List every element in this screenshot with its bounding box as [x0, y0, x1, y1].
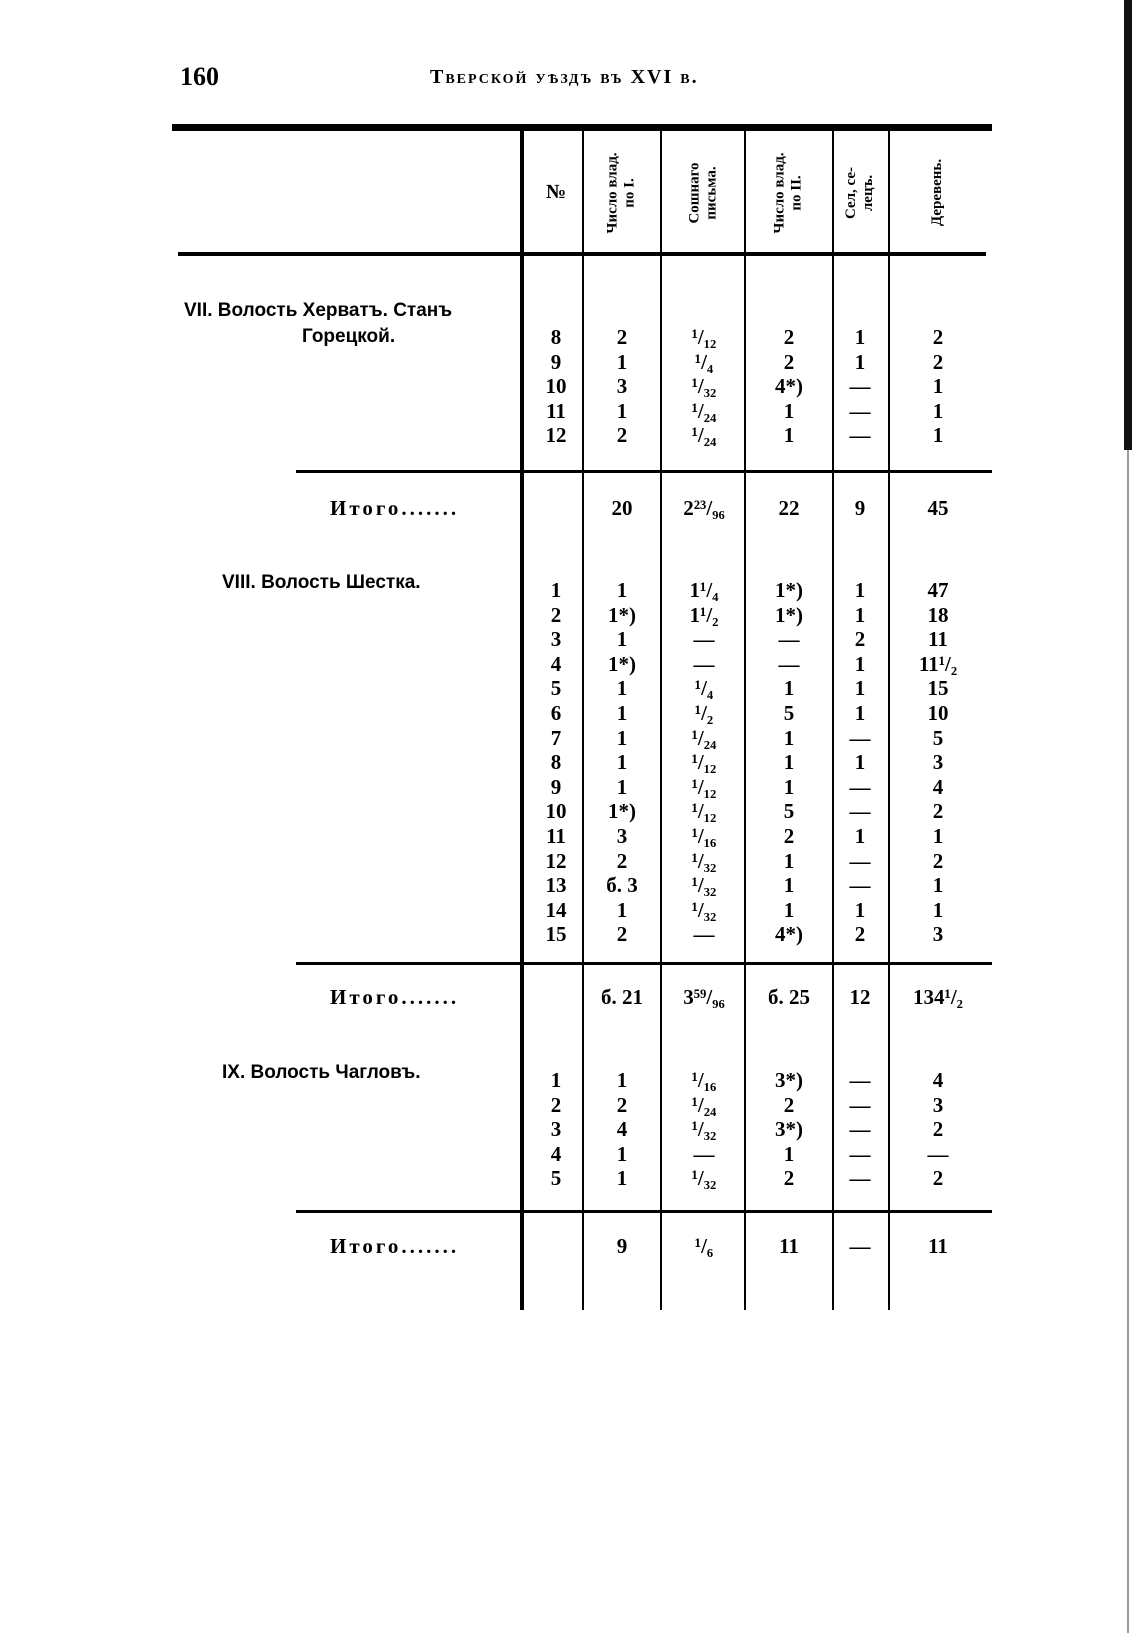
column-header-c4	[834, 135, 886, 250]
table-cell-c3: 3*)	[775, 1117, 803, 1142]
table-cell-no: 3	[550, 627, 562, 652]
column-rule	[744, 131, 746, 1310]
table-cell-c5: 2	[932, 349, 944, 374]
table-cell-c2: ¹/₃₂	[691, 848, 717, 873]
total-cell-c4: 12	[849, 985, 871, 1009]
total-cell-c2: ¹/₆	[694, 1234, 714, 1258]
section-title-line: VII. Волость Херватъ. Станъ	[184, 300, 453, 321]
table-cell-no: 9	[550, 774, 562, 799]
table-cell-no: 2	[550, 602, 562, 627]
column-header-text: Сел, се-	[843, 166, 859, 219]
table-cell-c2: ¹/₄	[694, 349, 714, 374]
table-cell-no: 13	[545, 873, 567, 898]
page-edge-shadow	[1124, 0, 1132, 450]
table-cell-c4: —	[849, 1117, 871, 1142]
table-cell-no: 9	[550, 349, 562, 374]
table-cell-c3: 1	[783, 676, 795, 701]
table-cell-no: 5	[550, 676, 562, 701]
table-cell-c2: ¹/₁₆	[691, 1068, 717, 1092]
table-cell-c5: 1	[932, 374, 944, 399]
table-cell-c1: 2	[616, 325, 628, 349]
table-cell-c2: ¹/₃₂	[691, 1166, 717, 1191]
table-cell-c1: 1*)	[608, 651, 636, 676]
table-cell-c4: 1	[854, 824, 866, 848]
total-label: Итого.......	[330, 985, 460, 1009]
table-cell-c2: ¹/₂₄	[691, 725, 717, 750]
table-cell-c2: ¹/₂	[694, 701, 714, 725]
table-cell-c1: 3	[616, 824, 628, 848]
table-cell-c2: ¹/₂₄	[691, 1092, 717, 1117]
table-cell-c4: —	[849, 1141, 871, 1166]
table-cell-no: 4	[550, 1141, 562, 1166]
section-title	[222, 570, 421, 596]
table-cell-c1: 1	[616, 349, 628, 374]
table-cell-no: 15	[545, 922, 567, 947]
table-cell-c4: —	[849, 374, 871, 399]
column-header-c1	[584, 135, 660, 250]
table-cell-c5: 4	[932, 774, 944, 799]
table-cell-c5: —	[927, 1141, 949, 1166]
table-cell-no: 8	[550, 750, 562, 775]
table-cell-c2: ¹/₃₂	[691, 374, 717, 399]
table-cell-no: 8	[550, 325, 562, 349]
table-cell-c3: 2	[783, 1166, 795, 1191]
table-cell-c4: —	[849, 848, 871, 873]
table-cell-c5: 47	[927, 578, 949, 602]
table-cell-c4: 1	[854, 602, 866, 627]
column-header-text: Число влад.	[771, 151, 788, 234]
total-label: Итого.......	[330, 496, 460, 520]
table-cell-c5: 3	[932, 750, 944, 775]
table-cell-c3: 1	[783, 774, 795, 799]
table-cell-c3: 2	[783, 349, 795, 374]
total-cell-c4: —	[849, 1234, 871, 1258]
table-cell-c1: 1	[616, 676, 628, 701]
table-cell-c5: 2	[932, 799, 944, 824]
table-cell-no: 11	[546, 824, 566, 848]
table-cell-c3: 4*)	[775, 374, 803, 399]
table-cell-c1: 2	[616, 848, 628, 873]
total-cell-c5: 11	[928, 1234, 948, 1258]
table-cell-c1: 2	[616, 1092, 628, 1117]
table-cell-c3: 1	[783, 873, 795, 898]
table-cell-c2: —	[693, 627, 715, 652]
table-cell-c5: 1	[932, 398, 944, 423]
table-cell-c2: ¹/₁₂	[691, 750, 717, 775]
table-cell-c2: ¹/₃₂	[691, 873, 717, 898]
table-cell-c1: 2	[616, 922, 628, 947]
section-title-line: IX. Волость Чагловъ.	[222, 1062, 421, 1083]
column-header-c3	[748, 135, 830, 250]
table-cell-c1: 2	[616, 423, 628, 448]
table-cell-c1: 4	[616, 1117, 628, 1142]
total-cell-c2: 3⁵⁹/₉₆	[683, 985, 725, 1009]
table-cell-c5: 18	[927, 602, 949, 627]
table-cell-c1: б. 3	[606, 873, 638, 898]
table-cell-c3: 1	[783, 398, 795, 423]
table-cell-c3: 2	[783, 325, 795, 349]
total-rule	[296, 1210, 992, 1213]
column-header-text: по I.	[622, 177, 639, 208]
table-cell-c2: ¹/₃₂	[691, 897, 717, 922]
table-cell-c4: —	[849, 873, 871, 898]
table-cell-c4: 1	[854, 651, 866, 676]
table-cell-c4: —	[849, 725, 871, 750]
table-cell-c5: 4	[932, 1068, 944, 1092]
table-cell-c4: —	[849, 1068, 871, 1092]
table-cell-c2: ¹/₁₆	[691, 824, 717, 848]
total-cell-c3: б. 25	[768, 985, 810, 1009]
table-cell-c4: 1	[854, 750, 866, 775]
table-cell-c4: —	[849, 1166, 871, 1191]
table-cell-c4: —	[849, 1092, 871, 1117]
table-cell-c1: 1*)	[608, 602, 636, 627]
table-cell-no: 2	[550, 1092, 562, 1117]
table-cell-c3: 5	[783, 799, 795, 824]
table-cell-c2: ¹/₂₄	[691, 398, 717, 423]
table-cell-c2: ¹/₁₂	[691, 325, 717, 349]
table-cell-c5: 15	[927, 676, 949, 701]
total-rule	[296, 962, 992, 965]
table-cell-c5: 11¹/₂	[918, 651, 958, 676]
table-cell-c3: 4*)	[775, 922, 803, 947]
table-cell-c4: 2	[854, 627, 866, 652]
table-cell-c3: 2	[783, 1092, 795, 1117]
table-cell-c1: 1	[616, 701, 628, 725]
column-header-c5	[890, 135, 986, 250]
table-cell-no: 12	[545, 848, 567, 873]
table-cell-c2: ¹/₁₂	[691, 799, 717, 824]
total-rule	[296, 470, 992, 473]
table-cell-c1: 1	[616, 627, 628, 652]
table-cell-c5: 2	[932, 1117, 944, 1142]
column-header-text: по II.	[788, 174, 805, 211]
table-cell-c2: 1¹/₄	[689, 578, 719, 602]
total-cell-c1: 20	[611, 496, 633, 520]
table-cell-c2: 1¹/₂	[689, 602, 719, 627]
table-cell-c5: 1	[932, 824, 944, 848]
total-cell-c5: 45	[927, 496, 949, 520]
table-cell-no: 3	[550, 1117, 562, 1142]
total-label: Итого.......	[330, 1234, 460, 1258]
table-cell-c1: 1	[616, 578, 628, 602]
column-rule	[520, 131, 524, 1310]
column-header-text: Деревень.	[929, 158, 946, 227]
table-cell-no: 10	[545, 799, 567, 824]
total-cell-c5: 134¹/₂	[913, 985, 963, 1009]
table-cell-no: 1	[550, 578, 562, 602]
table-top-rule	[172, 124, 992, 131]
table-cell-c2: —	[693, 1141, 715, 1166]
table-cell-c5: 10	[927, 701, 949, 725]
table-cell-c2: ¹/₃₂	[691, 1117, 717, 1142]
table-cell-c3: 1	[783, 423, 795, 448]
table-cell-no: 5	[550, 1166, 562, 1191]
table-cell-c5: 2	[932, 848, 944, 873]
column-header-text: Число влад.	[605, 151, 622, 234]
table-cell-c1: 1	[616, 398, 628, 423]
table-cell-c3: 1	[783, 750, 795, 775]
column-header-no	[530, 135, 582, 250]
table-cell-c5: 1	[932, 423, 944, 448]
table-cell-c4: 2	[854, 922, 866, 947]
table-cell-c5: 3	[932, 922, 944, 947]
table-cell-c3: 1	[783, 725, 795, 750]
table-cell-c3: 5	[783, 701, 795, 725]
table-cell-c1: 1	[616, 1141, 628, 1166]
table-cell-c3: 3*)	[775, 1068, 803, 1092]
column-header-text: №	[545, 181, 567, 203]
column-header-text: письма.	[703, 165, 720, 220]
table-cell-c4: —	[849, 398, 871, 423]
table-cell-c2: ¹/₄	[694, 676, 714, 701]
total-cell-c1: б. 21	[601, 985, 643, 1009]
table-cell-no: 10	[545, 374, 567, 399]
table-cell-c4: 1	[854, 325, 866, 349]
table-cell-c3: —	[778, 651, 800, 676]
table-cell-c5: 2	[932, 1166, 944, 1191]
total-cell-c1: 9	[616, 1234, 628, 1258]
page-number: 160	[180, 62, 219, 91]
table-cell-c3: 1	[783, 897, 795, 922]
table-cell-c1: 1	[616, 1068, 628, 1092]
table-cell-c1: 1	[616, 725, 628, 750]
table-cell-c4: —	[849, 799, 871, 824]
table-cell-no: 6	[550, 701, 562, 725]
total-cell-c3: 22	[778, 496, 800, 520]
table-cell-no: 4	[550, 651, 562, 676]
table-cell-c3: 1*)	[775, 578, 803, 602]
table-cell-c2: —	[693, 651, 715, 676]
table-cell-c4: —	[849, 774, 871, 799]
table-cell-c5: 2	[932, 325, 944, 349]
table-cell-c1: 3	[616, 374, 628, 399]
total-cell-c3: 11	[779, 1234, 799, 1258]
column-header-text: Сошнаго	[686, 161, 703, 224]
table-cell-no: 11	[546, 398, 566, 423]
column-rule	[660, 131, 662, 1310]
table-cell-c5: 5	[932, 725, 944, 750]
table-cell-c3: 1	[783, 848, 795, 873]
table-cell-c2: ¹/₂₄	[691, 423, 717, 448]
table-cell-c1: 1*)	[608, 799, 636, 824]
running-title: Тверской уѣздъ въ XVI в.	[430, 66, 699, 88]
column-header-c2	[664, 135, 744, 250]
table-cell-c4: 1	[854, 701, 866, 725]
table-cell-c5: 1	[932, 873, 944, 898]
table-cell-c1: 1	[616, 897, 628, 922]
total-cell-c2: 2²³/₉₆	[683, 496, 725, 520]
section-title-line: VIII. Волость Шестка.	[222, 572, 421, 593]
table-cell-c3: 1*)	[775, 602, 803, 627]
section-title	[222, 1060, 421, 1086]
table-cell-no: 14	[545, 897, 567, 922]
table-cell-no: 7	[550, 725, 562, 750]
table-cell-c3: 2	[783, 824, 795, 848]
table-cell-c1: 1	[616, 750, 628, 775]
section-title	[184, 298, 452, 350]
table-cell-no: 12	[545, 423, 567, 448]
table-cell-c5: 11	[928, 627, 948, 652]
table-cell-c2: —	[693, 922, 715, 947]
table-cell-no: 1	[550, 1068, 562, 1092]
table-cell-c5: 3	[932, 1092, 944, 1117]
table-cell-c4: 1	[854, 676, 866, 701]
table-cell-c3: —	[778, 627, 800, 652]
table-cell-c3: 1	[783, 1141, 795, 1166]
table-cell-c5: 1	[932, 897, 944, 922]
table-cell-c4: 1	[854, 578, 866, 602]
section-title-line: Горецкой.	[302, 326, 396, 347]
table-cell-c4: —	[849, 423, 871, 448]
table-cell-c1: 1	[616, 774, 628, 799]
table-cell-c4: 1	[854, 897, 866, 922]
column-header-text: лецъ.	[860, 174, 876, 211]
table-cell-c2: ¹/₁₂	[691, 774, 717, 799]
total-cell-c4: 9	[854, 496, 866, 520]
table-cell-c4: 1	[854, 349, 866, 374]
table-cell-c1: 1	[616, 1166, 628, 1191]
